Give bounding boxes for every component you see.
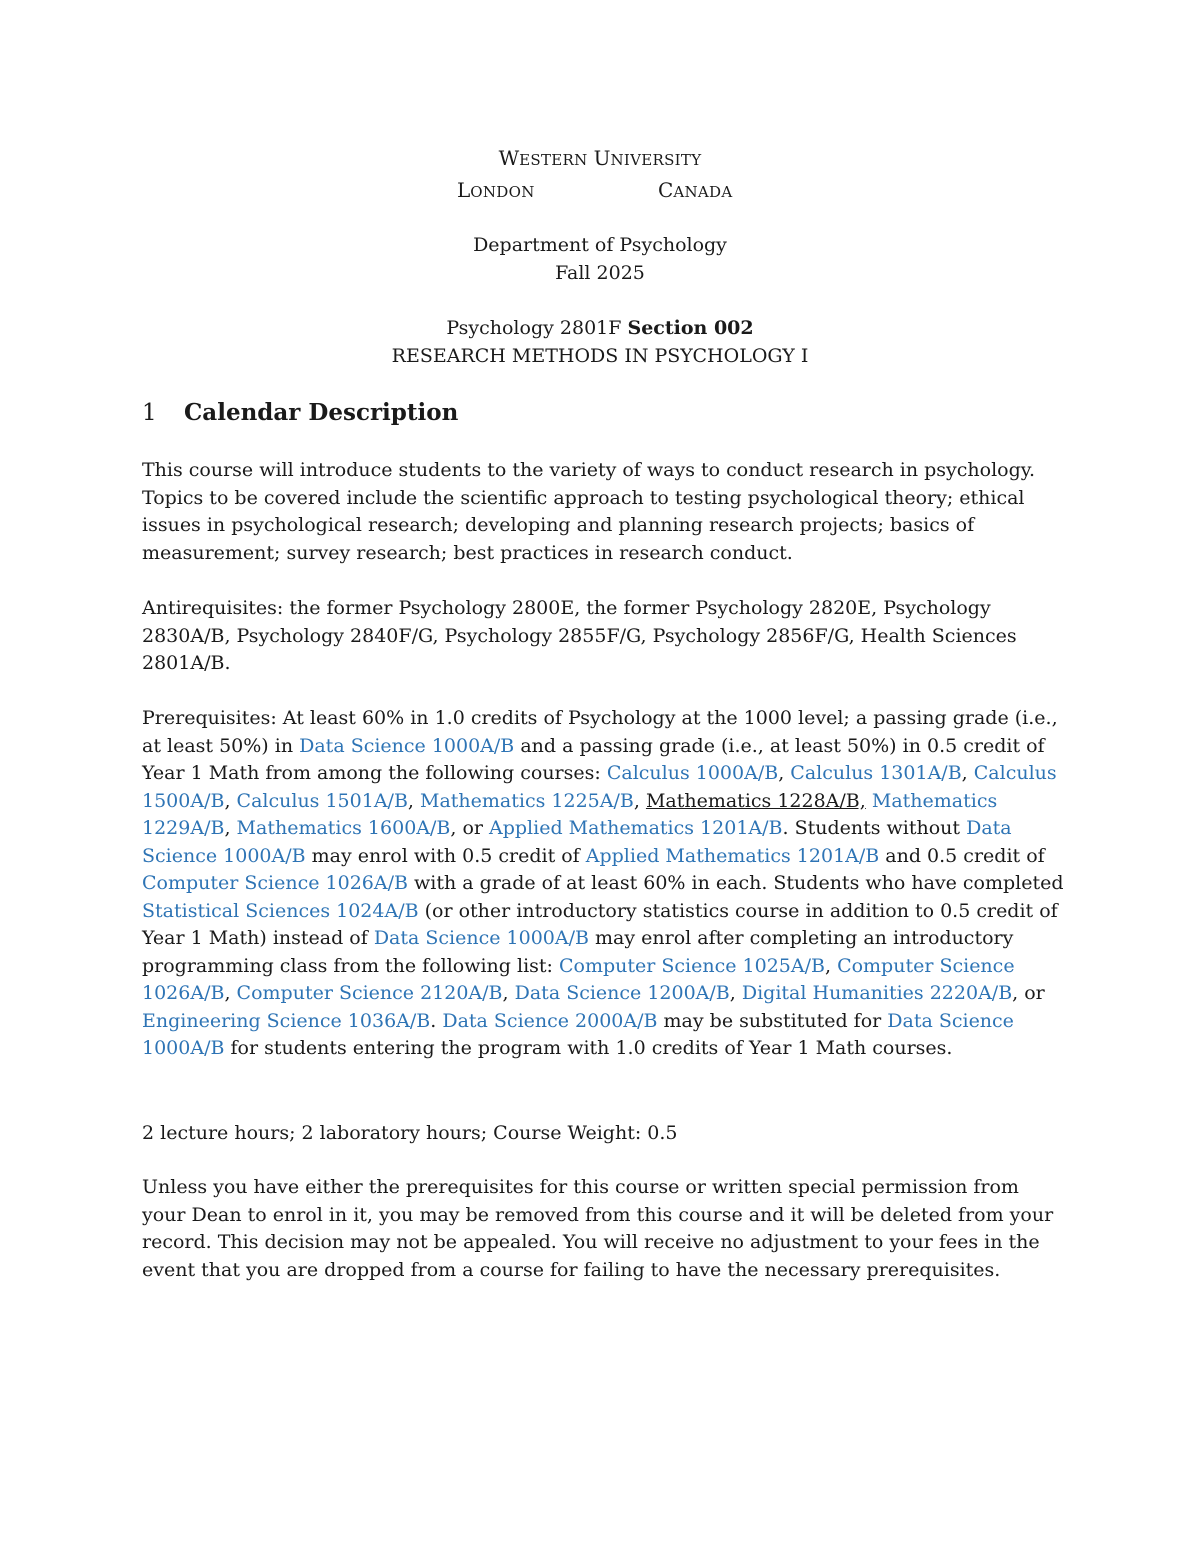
section-heading (142, 396, 458, 430)
term: Fall 2025 (555, 262, 645, 284)
link-calculus-1500[interactable]: Calculus 1500A/B (142, 762, 1057, 812)
link-mathematics-1600[interactable]: Mathematics 1600A/B (236, 817, 451, 839)
course-hours: 2 lecture hours; 2 laboratory hours; Course Weight: 0.5 (142, 1122, 678, 1144)
link-digital-humanities-2220[interactable]: Digital Humanities 2220A/B (741, 982, 1013, 1004)
link-mathematics-1229[interactable]: Mathematics 1229A/B (142, 789, 998, 839)
link-data-science-1000[interactable]: Data Science 1000A/B (142, 817, 1012, 867)
link-calculus-1501[interactable]: Calculus 1501A/B (236, 789, 408, 812)
country-name: CANADA (658, 178, 733, 202)
link-data-science-1000[interactable]: Data Science 1000A/B (142, 1009, 1014, 1059)
link-applied-mathematics-1201[interactable]: Applied Mathematics 1201A/B (585, 844, 880, 867)
course-code: Psychology 2801F (446, 317, 622, 339)
link-engineering-science-1036[interactable]: Engineering Science 1036A/B (142, 1009, 431, 1032)
course-code-line (0, 314, 1200, 342)
link-computer-science-1025[interactable]: Computer Science 1025A/B (558, 954, 825, 977)
link-data-science-1000[interactable]: Data Science 1000A/B (373, 927, 589, 949)
link-data-science-1000[interactable]: Data Science 1000A/B (299, 734, 515, 757)
city-name: LONDON (457, 178, 535, 202)
university-name: WESTERN UNIVERSITY (498, 146, 702, 170)
link-computer-science-2120[interactable]: Computer Science 2120A/B (236, 982, 503, 1004)
section-number: 1 (142, 400, 157, 426)
department-name: Department of Psychology (473, 234, 727, 256)
prerequisite-notice: Unless you have either the prerequisites for this course or written special permission from your Dean to enrol in it, you may be removed from this course and it will be deleted from your record. This decision may not be appealed. You will receive no adjustment to your fees in the event that you are dropped from a course for failing to have the necessary prerequisites. (142, 1176, 1054, 1281)
link-computer-science-1026[interactable]: Computer Science 1026A/B (142, 872, 408, 894)
course-title: RESEARCH METHODS IN PSYCHOLOGY I (391, 345, 809, 367)
link-computer-science-1026[interactable]: Computer Science 1026A/B (142, 954, 1015, 1004)
course-description: This course will introduce students to the variety of ways to conduct research in psychology. Topics to be covered include the scientific approach to testing psychological theory; ethical issues in psychological research; developing and planning research projects; basics of measurement; survey research; best practices in research conduct. (142, 459, 1036, 564)
course-section: Section 002 (627, 317, 754, 339)
link-mathematics-1225[interactable]: Mathematics 1225A/B (420, 789, 634, 812)
link-calculus-1000[interactable]: Calculus 1000A/B (606, 762, 779, 784)
section-title: Calendar Description (184, 399, 459, 426)
link-calculus-1301[interactable]: Calculus 1301A/B (790, 762, 962, 784)
link-statistical-sciences-1024[interactable]: Statistical Sciences 1024A/B (142, 899, 419, 922)
link-data-science-1200[interactable]: Data Science 1200A/B (514, 982, 730, 1004)
link-mathematics-1228[interactable]: Mathematics 1228A/B, (645, 789, 866, 812)
antirequisites-paragraph: Antirequisites: the former Psychology 2800E, the former Psychology 2820E, Psychology 2830A/B, Psychology 2840F/G, Psychology 2855F/G, Psychology 2856F/G, Health Sciences 2801A/B. (142, 597, 1017, 674)
link-data-science-2000[interactable]: Data Science 2000A/B (442, 1009, 658, 1032)
prerequisites-paragraph: Prerequisites: At least 60% in 1.0 credits of Psychology at the 1000 level; a passing grade (i.e., at least 50%) in Data Science 1000A/B and a passing grade (i.e., at least 50%) in 0.5 credit of Year 1 Math from among the following courses: Calculus 1000A/B, Calculus 1301A/B, Calculus 1500A/B, Calculus 1501A/B, Mathematics 1225A/B, Mathematics 1228A/B, Mathematics 1229A/B, Mathematics 1600A/B, or Applied Mathematics 1201A/B. Students without Data Science 1000A/B may enrol with 0.5 credit of Applied Mathematics 1201A/B and 0.5 credit of Computer Science 1026A/B with a grade of at least 60% in each. Students who have completed Statistical Sciences 1024A/B (or other introductory statistics course in addition to 0.5 credit of Year 1 Math) instead of Data Science 1000A/B may enrol after completing an introductory programming class from the following list: Computer Science 1025A/B, Computer Science 1026A/B, Computer Science 2120A/B, Data Science 1200A/B, Digital Humanities 2220A/B, or Engineering Science 1036A/B. Data Science 2000A/B may be substituted for Data Science 1000A/B for students entering the program with 1.0 credits of Year 1 Math courses. (142, 707, 1064, 1059)
link-applied-mathematics-1201[interactable]: Applied Mathematics 1201A/B (489, 817, 783, 839)
